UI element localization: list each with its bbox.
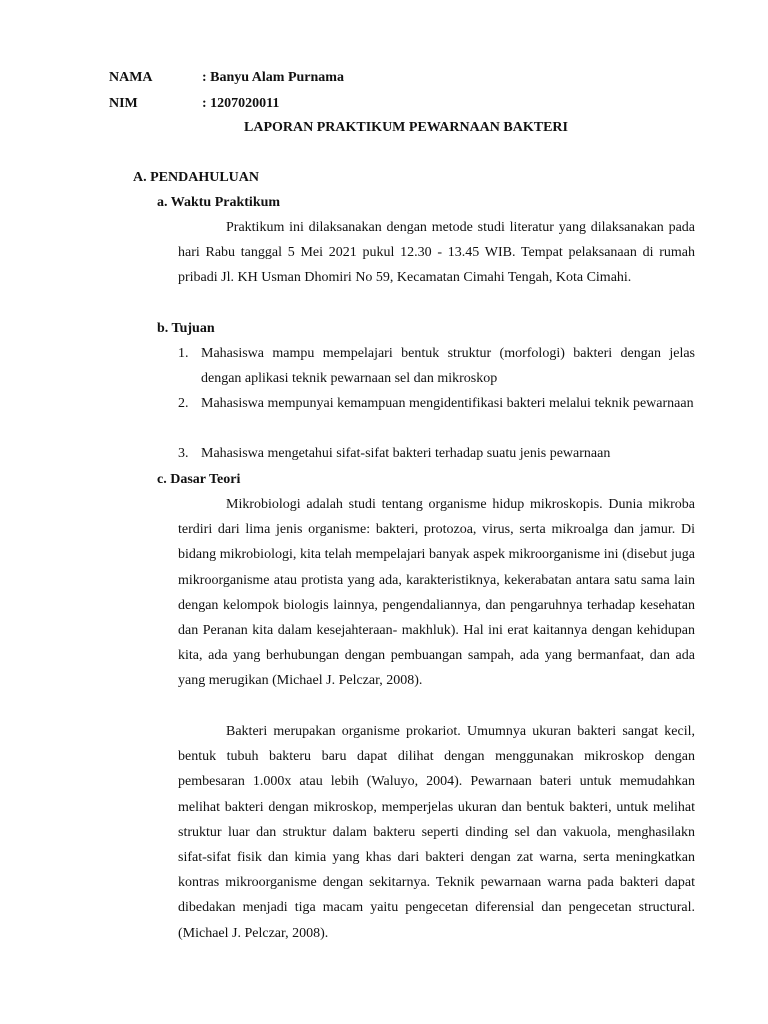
nim-label: NIM bbox=[109, 96, 138, 111]
section-a-heading: A. PENDAHULUAN bbox=[133, 170, 259, 185]
list-item-text: Mahasiswa mempunyai kemampuan mengidentifikasi bakteri melalui teknik pewarnaan bbox=[201, 396, 694, 411]
waktu-heading: a. Waktu Praktikum bbox=[157, 195, 281, 210]
dasar-teori-paragraph-2: Bakteri merupakan organisme prokariot. Umumnya ukuran bakteri sangat kecil, bentuk tubuh bakteru baru dapat dilihat dengan menggunakan mikroskop dengan pembesaran 1.000x atau lebih (Waluyo, 2004). Pewarnaan bateri untuk memudahkan melihat bakteri dengan mikroskop, memperjelas ukuran dan bentuk bakteri, untuk melihat struktur luar dan struktur dalam bakteru seperti dinding sel dan vakuola, menghasilakn sifat-sifat fisik dan kimia yang khas dari bakteri dengan zat warna, serta meningkatkan kontras mikroorganisme dengan sekitarnya. Teknik pewarnaan warna pada bakteri dapat dibedakan menjadi tiga macam yaitu pengecetan diferensial dan pengecetan structural. (Michael J. Pelczar, 2008). bbox=[178, 724, 695, 941]
list-item-number: 1. bbox=[178, 346, 189, 361]
list-item-number: 3. bbox=[178, 446, 189, 461]
waktu-paragraph: Praktikum ini dilaksanakan dengan metode studi literatur yang dilaksanakan pada hari Rabu tanggal 5 Mei 2021 pukul 12.30 - 13.45 WIB. Tempat pelaksanaan di rumah pribadi Jl. KH Usman Dhomiri No 59, Kecamatan Cimahi Tengah, Kota Cimahi. bbox=[178, 220, 695, 286]
tujuan-heading: b. Tujuan bbox=[157, 321, 215, 336]
list-item bbox=[178, 341, 695, 391]
list-item bbox=[178, 391, 695, 416]
list-item-number: 2. bbox=[178, 396, 189, 411]
nim-value: : 1207020011 bbox=[202, 96, 280, 111]
list-item-text: Mahasiswa mampu mempelajari bentuk struktur (morfologi) bakteri dengan jelas dengan aplikasi teknik pewarnaan sel dan mikroskop bbox=[201, 346, 695, 387]
list-item-text: Mahasiswa mengetahui sifat-sifat bakteri terhadap suatu jenis pewarnaan bbox=[201, 446, 611, 461]
list-item bbox=[178, 441, 695, 466]
document-title: LAPORAN PRAKTIKUM PEWARNAAN BAKTERI bbox=[244, 120, 568, 135]
dasar-teori-paragraph-1: Mikrobiologi adalah studi tentang organisme hidup mikroskopis. Dunia mikroba terdiri dari lima jenis organisme: bakteri, protozoa, virus, serta mikroalga dan jamur. Di bidang mikrobiologi, kita telah mempelajari banyak aspek mikroorganisme ini (disebut juga mikroorganisme atau protista yang ada, karakteristiknya, kekerabatan antara satu sama lain dengan kelompok biologis lainnya, pengendaliannya, dan pengaruhnya terhadap kesehatan dan Peranan kita dalam kesejahteraan- makhluk). Hal ini erat kaitannya dengan kehidupan kita, ada yang berhubungan dengan pembuangan sampah, ada yang bermanfaat, dan ada yang merugikan (Michael J. Pelczar, 2008). bbox=[178, 497, 695, 689]
name-label: NAMA bbox=[109, 70, 153, 85]
name-value: : Banyu Alam Purnama bbox=[202, 70, 344, 85]
dasar-teori-heading: c. Dasar Teori bbox=[157, 472, 241, 487]
